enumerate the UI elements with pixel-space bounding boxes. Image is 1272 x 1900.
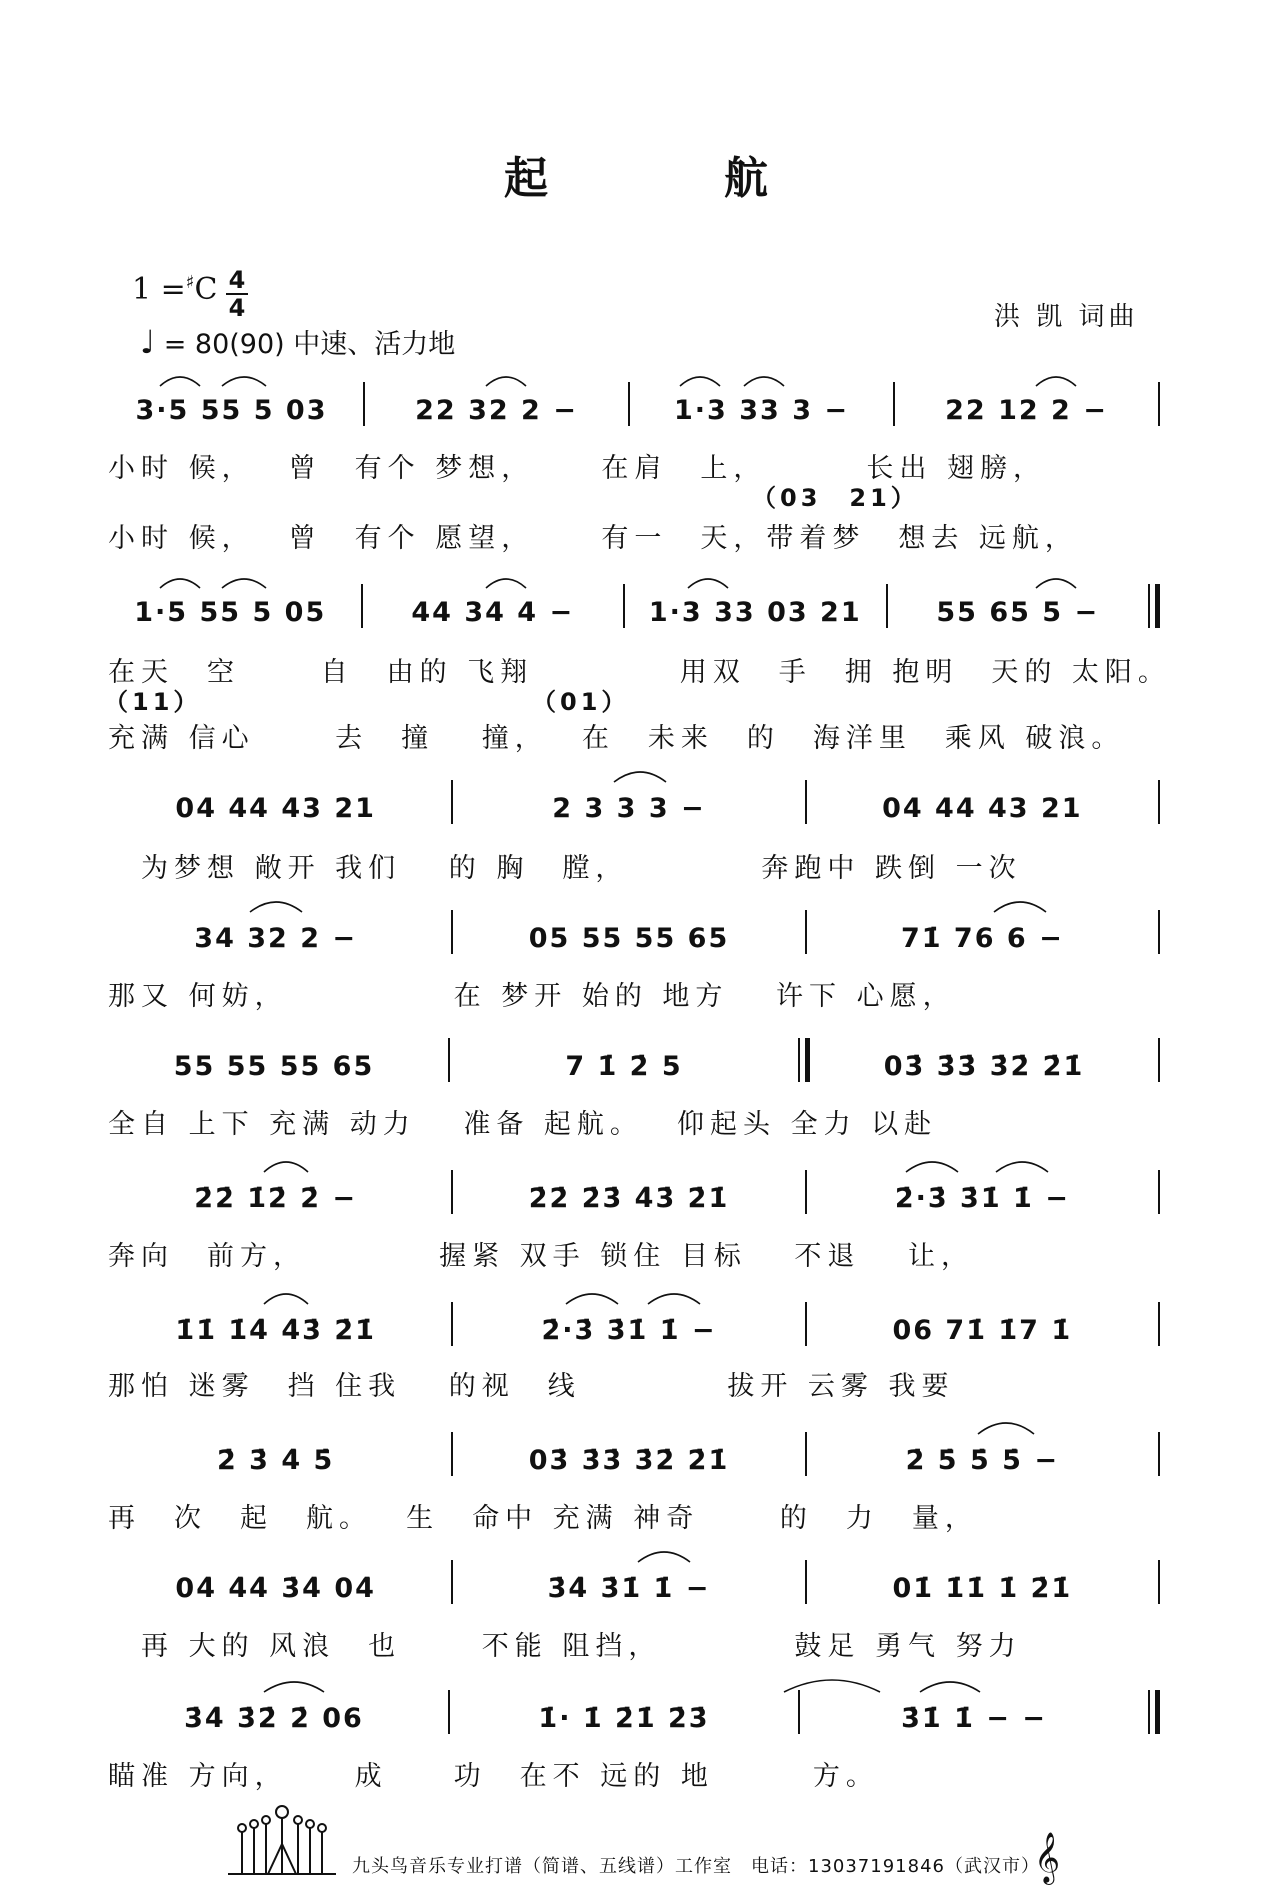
measure: 71̇ 76 6 − <box>900 923 1064 954</box>
measure: 7 1̇ 2̇ 5 <box>565 1051 683 1082</box>
measure: 34 32 2 − <box>194 923 358 954</box>
measure: 2̇2̇ 2̇3̇ 4̇3̇ 2̇1̇ <box>528 1183 730 1214</box>
measure: 2̇·3̇ 3̇1̇ 1̇ − <box>541 1315 717 1346</box>
measure: 55 65 5 − <box>936 597 1100 628</box>
music-line-4 <box>100 910 1160 954</box>
lyric-line: 再 次 起 航。 生 命中 充满 神奇 的 力 量， <box>108 1503 978 1534</box>
music-line-1 <box>100 382 1160 426</box>
measure: 2̇ 5̇ 5̇ 5̇ − <box>905 1445 1059 1476</box>
nine-headed-bird-logo-icon <box>222 1804 342 1880</box>
measure: 04 44 43 21 <box>175 793 376 824</box>
music-line-6 <box>100 1170 1160 1214</box>
measure: 01̇ 1̇1̇ 1̇ 2̇1̇ <box>892 1573 1073 1604</box>
measure: 05 55 55 65 <box>528 923 730 954</box>
measure: 3̇4̇ 3̇1̇ 1̇ − <box>547 1573 711 1604</box>
key-letter: C <box>194 272 218 307</box>
measure: 04 44 43 21 <box>882 793 1083 824</box>
measure: 3·5 55 5 03 <box>135 395 328 426</box>
tempo-text: = 80(90) 中速、活力地 <box>163 329 456 360</box>
music-line-3 <box>100 780 1160 824</box>
time-signature <box>226 268 248 320</box>
measure: 22 12 2 − <box>945 395 1108 426</box>
music-line-2 <box>100 584 1160 628</box>
parenthetical-notes: （03 21） <box>752 484 919 512</box>
measure: 04̇ 4̇4̇ 3̇4̇ 04̇ <box>175 1573 376 1604</box>
lyric-line: 奔向 前方， 握紧 双手 锁住 目标 不退 让， <box>108 1241 974 1272</box>
music-line-5 <box>100 1038 1160 1082</box>
measure: 2̇2̇ 1̇2̇ 2̇ − <box>194 1183 358 1214</box>
lyric-line: 瞄准 方向， 成 功 在不 远的 地 方。 <box>108 1761 879 1792</box>
measure: 22 32 2 − <box>415 395 578 426</box>
time-bottom: 4 <box>228 294 246 322</box>
lyric-line: 在天 空 自 由的 飞翔 用双 手 拥 抱明 天的 太阳。 <box>108 657 1171 688</box>
parenthetical-notes: （01） <box>532 688 630 716</box>
key-signature <box>132 272 217 307</box>
measure: 06 71̇ 1̇7 1̇ <box>892 1315 1073 1346</box>
lyric-line: 为梦想 敞开 我们 的 胸 膛， 奔跑中 跌倒 一次 <box>108 853 1022 884</box>
lyric-line: 再 大的 风浪 也 不能 阻挡， 鼓足 勇气 努力 <box>108 1631 1022 1662</box>
measure: 3̇1̇ 1̇ − − <box>901 1703 1047 1734</box>
key-prefix: 1 = <box>132 272 186 307</box>
footer <box>0 1804 1272 1884</box>
lyric-line: 全自 上下 充满 动力 准备 起航。 仰起头 全力 以赴 <box>108 1109 938 1140</box>
music-line-8 <box>100 1432 1160 1476</box>
sharp-icon: ♯ <box>185 272 195 293</box>
music-line-10 <box>100 1690 1160 1734</box>
music-line-9 <box>100 1560 1160 1604</box>
measure: 1̇1̇ 1̇4̇ 4̇3̇ 2̇1̇ <box>175 1315 376 1346</box>
measure: 1·3 33 3 − <box>673 395 849 426</box>
lyric-line-verse2: 充满 信心 去 撞 撞， 在 未来 的 海洋里 乘风 破浪。 <box>108 723 1125 754</box>
page-title: 起 航 <box>504 153 834 204</box>
treble-clef-icon: 𝄞 <box>1034 1832 1061 1883</box>
measure: 44 34 4 − <box>411 597 575 628</box>
measure: 3̇4̇ 3̇2̇ 2̇ 06 <box>184 1703 364 1734</box>
measure: 2̇ 3̇ 4̇ 5̇ <box>216 1445 335 1476</box>
measure: 55 55 55 65 <box>173 1051 375 1082</box>
time-top: 4 <box>228 266 246 294</box>
measure: 2̇·3̇ 3̇1̇ 1̇ − <box>894 1183 1070 1214</box>
tempo-marking <box>140 322 455 361</box>
measure: 03̇ 3̇3̇ 3̇2̇ 2̇1̇ <box>528 1445 730 1476</box>
parenthetical-notes: （11） <box>104 688 202 716</box>
measure: 2 3 3 3 − <box>552 793 706 824</box>
music-line-7 <box>100 1302 1160 1346</box>
lyric-line: 小时 候， 曾 有个 梦想， 在肩 上， 长出 翅膀， <box>108 453 1046 484</box>
lyric-line: 那又 何妨， 在 梦开 始的 地方 许下 心愿， <box>108 981 956 1012</box>
measure: 1̇· 1̇ 2̇1̇ 2̇3̇ <box>538 1703 710 1734</box>
measure: 03̇ 3̇3̇ 3̇2̇ 2̇1̇ <box>883 1051 1085 1082</box>
studio-contact-text: 九头鸟音乐专业打谱（简谱、五线谱）工作室 电话：13037191846（武汉市） <box>352 1856 1040 1877</box>
measure: 1·5 55 5 05 <box>134 597 327 628</box>
lyric-line-verse2: 小时 候， 曾 有个 愿望， 有一 天，带着梦 想去 远航， <box>108 523 1078 554</box>
lyric-line: 那怕 迷雾 挡 住我 的视 线 拔开 云雾 我要 <box>108 1371 955 1402</box>
composer-credit: 洪 凯 词曲 <box>994 302 1139 332</box>
quarter-note-icon: ♩ <box>140 323 156 361</box>
measure: 1·3 33 03 21 <box>648 597 862 628</box>
